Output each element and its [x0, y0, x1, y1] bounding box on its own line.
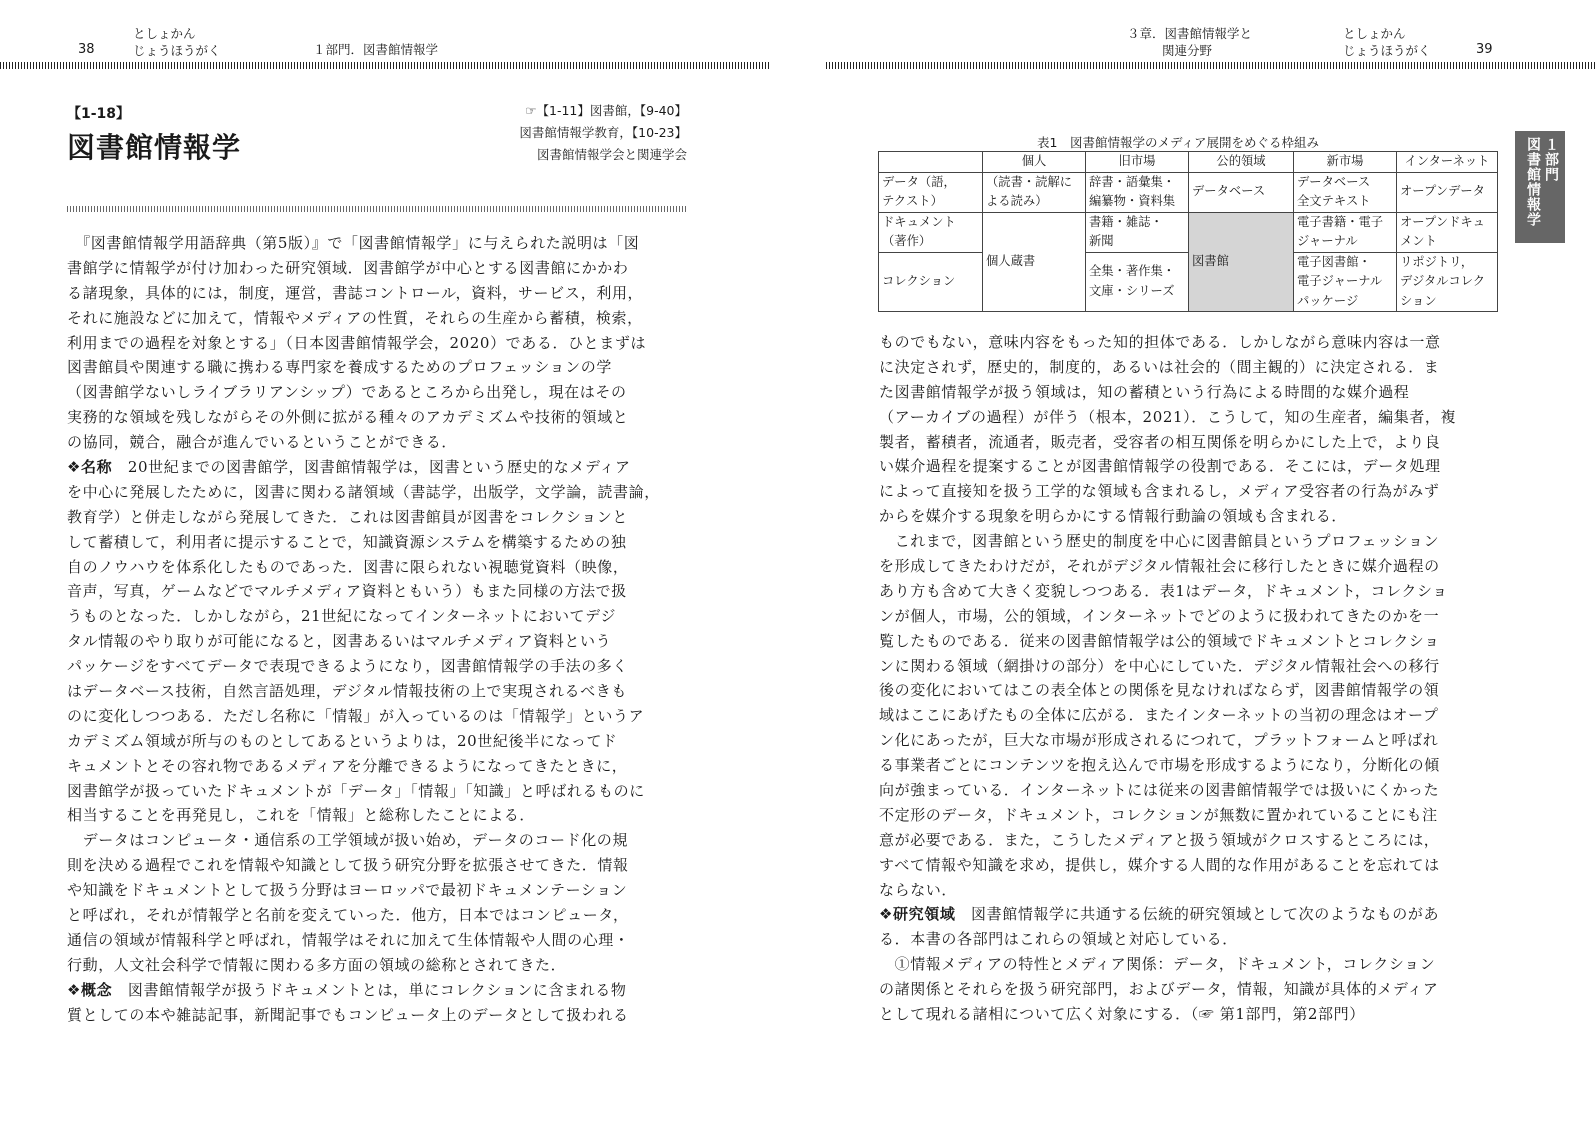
text-line: ❖名称 20世紀までの図書館学，図書館情報学は，図書という歴史的なメディア: [67, 458, 631, 477]
table-caption: 表1 図書館情報学のメディア展開をめぐる枠組み: [1037, 135, 1319, 150]
right-header-rule: [826, 62, 1596, 69]
text-line: 書館学に情報学が付け加わった研究領域．図書館学が中心とする図書館にかかわ: [67, 258, 629, 277]
chapter-line1: ３章．図書館情報学と: [1127, 26, 1253, 41]
table-header-row: [879, 152, 1498, 173]
table-row-data: [879, 172, 1498, 212]
text-line: 質としての本や雑誌記事，新聞記事でもコンピュータ上のデータとして扱われる: [67, 1005, 629, 1024]
row-label-document: ドキュメント （著作）: [879, 212, 983, 252]
text-line: 域はここにあげたもの全体に広がる．またインターネットの当初の理念はオープ: [879, 706, 1439, 725]
text-line: 教育学）と併走しながら発展してきた．これは図書館員が図書をコレクションと: [67, 507, 629, 526]
text-line: 自のノウハウを体系化したものであった．図書に限られない視聴覚資料（映像，: [67, 557, 629, 576]
right-body-text: [879, 330, 1504, 1027]
text-line: 不定形のデータ，ドキュメント，コレクションが無数に置かれていることにも注: [879, 805, 1438, 824]
left-section-title: １部門．図書館情報学: [313, 42, 439, 57]
left-page-number: 38: [78, 42, 95, 57]
cell-old-market-data: 辞書・語彙集・ 編纂物・資料集: [1086, 172, 1189, 212]
table-header-cell: 新市場: [1294, 152, 1397, 173]
text-line: を形成してきたわけだが，それがデジタル情報社会に移行したときに媒介過程の: [879, 557, 1440, 576]
table-header-cell: 旧市場: [1086, 152, 1189, 173]
table-header-cell: インターネット: [1397, 152, 1498, 173]
left-body-text: [67, 231, 692, 1028]
table-row-collection: [879, 252, 1498, 312]
cell-internet-data: オープンデータ: [1397, 172, 1498, 212]
text-line: ならない．: [879, 880, 958, 899]
text-line: ❖概念 図書館情報学が扱うドキュメントとは，単にコレクションに含まれる物: [67, 980, 627, 999]
running-title-line2: じょうほうがく: [1343, 43, 1431, 58]
cell-old-market-collection: 全集・著作集・ 文庫・シリーズ: [1086, 252, 1189, 312]
table-header-cell: 公的領域: [1189, 152, 1294, 173]
text-line: 則を決める過程でこれを情報や知識として扱う研究分野を拡張させてきた．情報: [67, 856, 629, 875]
left-running-title: [133, 25, 221, 59]
cell-personal-data: （読書・読解に よる読み）: [983, 172, 1086, 212]
text-line: 音声，写真，ゲームなどでマルチメディア資料ともいう）もまた同様の方法で扱: [67, 582, 627, 601]
media-framework-table: [878, 151, 1498, 312]
text-line: それに施設などに加えて，情報やメディアの性質，それらの生産から蓄積，検索，: [67, 308, 643, 327]
text-line: た図書館情報学が扱う領域は，知の蓄積という行為による時間的な媒介過程: [879, 382, 1410, 401]
side-tab-line2: 図書館情報学: [1525, 137, 1541, 227]
row-label-data: データ（語， テクスト）: [879, 172, 983, 212]
text-line: 図書館学が扱っていたドキュメントが「データ」「情報」「知識」と呼ばれるものに: [67, 781, 645, 800]
text-line: に決定されず，歴史的，制度的，あるいは社会的（間主観的）に決定される．ま: [879, 357, 1440, 376]
text-line: い媒介過程を提案することが図書館情報学の役割である．そこには，データ処理: [879, 457, 1441, 476]
row-label-collection: コレクション: [879, 252, 983, 312]
cell-public-data: データベース: [1189, 172, 1294, 212]
text-line: して蓄積して，利用者に提示することで，知識資源システムを構築するための独: [67, 532, 627, 551]
text-line: データはコンピュータ・通信系の工学領域が扱い始め，データのコード化の規: [67, 831, 629, 850]
text-line: 行動，人文社会科学で情報に関わる多方面の領域の総称とされてきた．: [67, 955, 567, 974]
subsection-heading: ❖研究領域: [879, 905, 956, 924]
left-header-rule: [0, 62, 770, 69]
chapter-line2: 関連分野: [1162, 43, 1213, 58]
text-line: によって直接知を扱う工学的な領域も含まれるし，メディア受容者の行為がみず: [879, 482, 1440, 501]
text-line: あり方も含めて大きく変貌しつつある．表1はデータ，ドキュメント，コレクショ: [879, 581, 1448, 600]
text-line: る諸現象，具体的には，制度，運営，書誌コントロール，資料，サービス，利用，: [67, 283, 644, 302]
section-side-tab: [1515, 131, 1565, 243]
right-running-title: [1343, 25, 1431, 59]
table-row-document: [879, 212, 1498, 252]
text-line: タル情報のやり取りが可能になると，図書あるいはマルチメディア資料という: [67, 632, 612, 651]
text-line: これまで，図書館という歴史的制度を中心に図書館員というプロフェッション: [879, 532, 1440, 551]
text-line: 覧したものである．従来の図書館情報学は公的領域でドキュメントとコレクショ: [879, 631, 1440, 650]
right-chapter-title: [1127, 25, 1252, 59]
text-line: 通信の領域が情報科学と呼ばれ，情報学はそれに加えて生体情報や人間の心理・: [67, 930, 630, 949]
cell-new-market-data: データベース 全文テキスト: [1294, 172, 1397, 212]
text-line: ン化にあったが，巨大な市場が形成されるにつれて，プラットフォームと呼ばれ: [879, 731, 1439, 750]
text-line: を中心に発展したために，図書に関わる諸領域（書誌学，出版学，文学論，読書論，: [67, 482, 660, 501]
text-line: と呼ばれ，それが情報学と名前を変えていった．他方，日本ではコンピュータ，: [67, 906, 629, 925]
cell-internet-collection: リポジトリ， デジタルコレク ション: [1397, 252, 1498, 312]
running-title-line1: としょかん: [1343, 26, 1406, 41]
text-line: や知識をドキュメントとして扱う分野はヨーロッパで最初ドキュメンテーション: [67, 881, 628, 900]
side-tab-line1: １部門: [1543, 137, 1559, 182]
text-line: のに変化しつつある．ただし名称に「情報」が入っているのは「情報学」というア: [67, 706, 645, 725]
cell-personal-collection-merged: 個人蔵書: [983, 212, 1086, 312]
text-line: 後の変化においてはこの表全体との関係を見なければならず，図書館情報学の領: [879, 681, 1440, 700]
text-line: の協同，競合，融合が進んでいるということができる．: [67, 433, 458, 452]
entry-code: 【1-18】: [67, 106, 131, 122]
text-line: る事業者ごとにコンテンツを抱え込んで市場を形成するようになり，分断化の傾: [879, 756, 1440, 775]
table-header-cell: 個人: [983, 152, 1086, 173]
text-line: からを媒介する現象を明らかにする情報行動論の領域も含まれる．: [879, 507, 1348, 526]
text-line: （図書館学ないしライブラリアンシップ）であるところから出発し，現在はその: [67, 383, 627, 402]
text-line: キュメントとその容れ物であるメディアを分離できるようになってきたときに，: [67, 756, 628, 775]
text-line: 製者，蓄積者，流通者，販売者，受容者の相互関係を明らかにした上で，より良: [879, 432, 1441, 451]
text-line: ものでもない，意味内容をもった知的担体である．しかしながら意味内容は一意: [879, 333, 1441, 351]
text-line: すべて情報や知識を求め，提供し，媒介する人間的な作用があることを忘れては: [879, 855, 1440, 874]
cell-new-market-document: 電子書籍・電子 ジャーナル: [1294, 212, 1397, 252]
cell-internet-document: オープンドキュ メント: [1397, 212, 1498, 252]
entry-divider: [67, 206, 687, 212]
text-line: ンが個人，市場，公的領域，インターネットでどのように扱われてきたのかを一: [879, 606, 1440, 625]
running-title-line1: としょかん: [133, 26, 196, 41]
cell-new-market-collection: 電子図書館・ 電子ジャーナル パッケージ: [1294, 252, 1397, 312]
text-line: 意が必要である．また，こうしたメディアと扱う領域がクロスするところには，: [879, 830, 1440, 849]
text-line: カデミズム領域が所与のものとしてあるというよりは，20世紀後半になってド: [67, 731, 618, 750]
cross-references: [519, 100, 687, 166]
entry-title: 図書館情報学: [67, 131, 242, 164]
text-line: うものとなった．しかしながら，21世紀になってインターネットにおいてデジ: [67, 607, 617, 626]
text-line: として現れる諸相について広く対象にする．（☞ 第1部門，第2部門）: [879, 1005, 1365, 1024]
text-line: 利用までの過程を対象とする」（日本図書館情報学会，2020）である．ひとまずは: [67, 333, 647, 352]
running-title-line2: じょうほうがく: [133, 43, 221, 58]
text-line: る．本書の各部門はこれらの領域と対応している．: [879, 930, 1238, 949]
text-line: ①情報メディアの特性とメディア関係：データ，ドキュメント，コレクション: [879, 955, 1436, 974]
text-line: 図書館員や関連する職に携わる専門家を養成するためのプロフェッションの学: [67, 358, 612, 377]
text-line: 『図書館情報学用語辞典（第5版）』で「図書館情報学」に与えられた説明は「図: [67, 234, 640, 252]
text-line: ンに関わる領域（網掛けの部分）を中心にしていた．デジタル情報社会への移行: [879, 656, 1440, 675]
subsection-heading: ❖概念: [67, 980, 113, 999]
text-line: 実務的な領域を残しながらその外側に拡がる種々のアカデミズムや技術的領域と: [67, 408, 629, 427]
cell-old-market-document: 書籍・雑誌・ 新聞: [1086, 212, 1189, 252]
text-line: の諸関係とそれらを扱う研究部門，およびデータ，情報，知識が具体的メディア: [879, 980, 1439, 999]
text-line: 相当することを再発見し，これを「情報」と総称したことによる．: [67, 806, 536, 825]
text-line: （アーカイブの過程）が伴う（根本，2021）．こうして，知の生産者，編集者，複: [879, 407, 1457, 426]
cell-public-library-shaded: 図書館: [1189, 212, 1294, 312]
cross-reference[interactable]: 図書館情報学会と関連学会: [536, 147, 687, 162]
cross-reference[interactable]: 図書館情報学教育，【10-23】: [519, 125, 687, 140]
text-line: はデータベース技術，自然言語処理，デジタル情報技術の上で実現されるべきも: [67, 682, 627, 701]
cross-reference[interactable]: ☞【1-11】図書館，【9-40】: [525, 103, 687, 118]
text-line: パッケージをすべてデータで表現できるようになり，図書館情報学の手法の多く: [67, 657, 629, 676]
subsection-heading: ❖名称: [67, 458, 113, 477]
right-page-number: 39: [1476, 42, 1493, 57]
text-line: ❖研究領域 図書館情報学に共通する伝統的研究領域として次のようなものがあ: [879, 905, 1440, 924]
table-header-cell: [879, 152, 983, 173]
text-line: 向が強まっている．インターネットには従来の図書館情報学では扱いにくかった: [879, 781, 1440, 800]
